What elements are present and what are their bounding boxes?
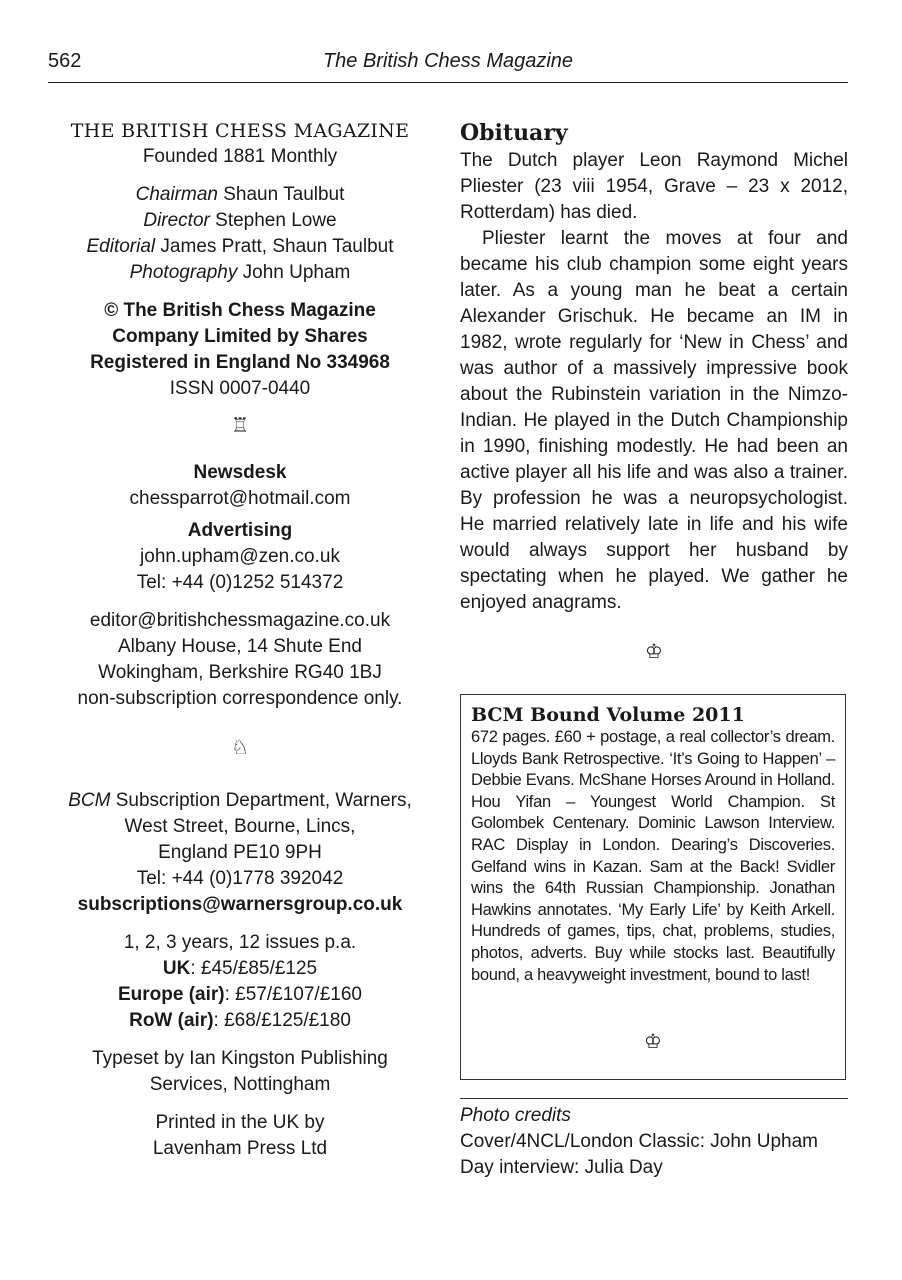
founded-line: Founded 1881 Monthly: [142, 146, 338, 167]
photo-credit-line: Day interview: Julia Day: [460, 1157, 663, 1178]
issn: ISSN 0007-0440: [169, 378, 311, 399]
dept-line: West Street, Bourne, Lincs,: [124, 816, 356, 837]
obituary-paragraph: The Dutch player Leon Raymond Michel Pliester (23 viii 1954, Grave – 23 x 2012, Rotterdam) has died.: [460, 150, 848, 223]
printed-line: Printed in the UK by: [155, 1112, 325, 1133]
newsdesk-email[interactable]: chessparrot@hotmail.com: [129, 488, 351, 509]
rate-row: [50, 1008, 430, 1034]
page-number: 562: [48, 50, 82, 72]
staff-role: Photography: [129, 262, 238, 283]
masthead-column: [50, 118, 430, 1162]
printed-line: Lavenham Press Ltd: [152, 1138, 328, 1159]
staff-role: Chairman: [135, 184, 218, 205]
editor-email[interactable]: editor@britishchessmagazine.co.uk: [89, 610, 391, 631]
staff-name: Shaun Taulbut: [223, 184, 345, 205]
rate-price: : £68/£125/£180: [213, 1010, 351, 1031]
rate-uk: [50, 956, 430, 982]
dept-line: England PE10 9PH: [158, 842, 322, 863]
advertising-email[interactable]: john.upham@zen.co.uk: [140, 546, 340, 567]
masthead-title: THE BRITISH CHESS MAGAZINE: [70, 120, 410, 142]
photo-credits-heading: Photo credits: [460, 1105, 571, 1126]
copyright-line: © The British Chess Magazine: [104, 300, 376, 321]
typeset-line: Services, Nottingham: [149, 1074, 331, 1095]
photo-credit-line: Cover/4NCL/London Classic: John Upham: [460, 1131, 819, 1152]
staff-name: Stephen Lowe: [215, 210, 337, 231]
staff-editorial: [50, 234, 430, 260]
staff-director: [50, 208, 430, 234]
staff-chairman: [50, 182, 430, 208]
rate-europe: [50, 982, 430, 1008]
staff-photography: [50, 260, 430, 286]
subscription-terms: 1, 2, 3 years, 12 issues p.a.: [123, 932, 357, 953]
rate-region: Europe (air): [118, 984, 225, 1005]
bcm-abbrev: BCM: [68, 790, 111, 811]
obituary-paragraph: Pliester learnt the moves at four and became his club champion some eight years later. As a young man he beat a certain Alexander Grischuk. He became an IM in 1982, wrote regularly for ‘New in Chess’ and was author of a massively impressive book about the Rubinstein variation in the Nimzo-Indian. He played in the Dutch Championship in 1990, finishing modestly. He had been an active player all his life and was also a trainer. By profession he was a neuropsychologist. He married relatively late in life and his wife would always support her husband by spectating when he played. We gather he enjoyed anagrams.: [460, 228, 848, 613]
rate-region: UK: [162, 958, 191, 979]
obituary-heading: Obituary: [460, 120, 568, 146]
typeset-line: Typeset by Ian Kingston Publishing: [92, 1048, 388, 1069]
photo-credits: [460, 1098, 848, 1181]
page-header: [48, 48, 848, 83]
rate-price: : £57/£107/£160: [224, 984, 362, 1005]
king-icon: ♔: [645, 639, 663, 663]
subscriptions-email[interactable]: subscriptions@warnersgroup.co.uk: [77, 894, 403, 915]
bound-volume-body: 672 pages. £60 + postage, a real collector’s dream. Lloyds Bank Retrospective. ‘It’s Going to Happen’ – Debbie Evans. McShane Horses Around in Holland. Hou Yifan – Youngest World Champion. St Golombek Centenary. Dominic Lawson Interview. RAC Display in London. Dearing’s Discoveries. Gelfand wins in Kazan. Sam at the Back! Svidler wins the 64th Russian Championship. Jonathan Hawkins annotates. ‘My Early Life’ by Keith Arkell. Hundreds of games, tips, chat, problems, studies, photos, adverts. Buy while stocks last. Beautifully bound, a heavyweight investment, bound to last!: [471, 728, 835, 984]
rook-icon: ♖: [231, 413, 249, 437]
editor-address: Albany House, 14 Shute End: [117, 636, 362, 657]
rate-price: : £45/£85/£125: [190, 958, 318, 979]
bound-volume-heading: BCM Bound Volume 2011: [471, 704, 745, 726]
king-icon: ♔: [644, 1029, 662, 1053]
editor-address: Wokingham, Berkshire RG40 1BJ: [98, 662, 382, 683]
subscription-dept: [50, 788, 430, 814]
running-head: The British Chess Magazine: [322, 50, 574, 72]
staff-name: John Upham: [242, 262, 351, 283]
obituary-section: [460, 118, 848, 664]
newsdesk-label: Newsdesk: [193, 462, 287, 483]
copyright-line: Company Limited by Shares: [112, 326, 368, 347]
dept-line: Subscription Department, Warners,: [110, 790, 412, 811]
staff-role: Editorial: [86, 236, 156, 257]
rate-region: RoW (air): [129, 1010, 214, 1031]
staff-name: James Pratt, Shaun Taulbut: [160, 236, 394, 257]
advertising-label: Advertising: [187, 520, 293, 541]
advertising-tel: Tel: +44 (0)1252 514372: [136, 572, 344, 593]
staff-role: Director: [143, 210, 210, 231]
dept-tel: Tel: +44 (0)1778 392042: [136, 868, 344, 889]
knight-icon: ♘: [231, 735, 249, 759]
bound-volume-box: [460, 694, 846, 1080]
copyright-line: Registered in England No 334968: [90, 352, 390, 373]
editor-note: non-subscription correspondence only.: [77, 688, 403, 709]
